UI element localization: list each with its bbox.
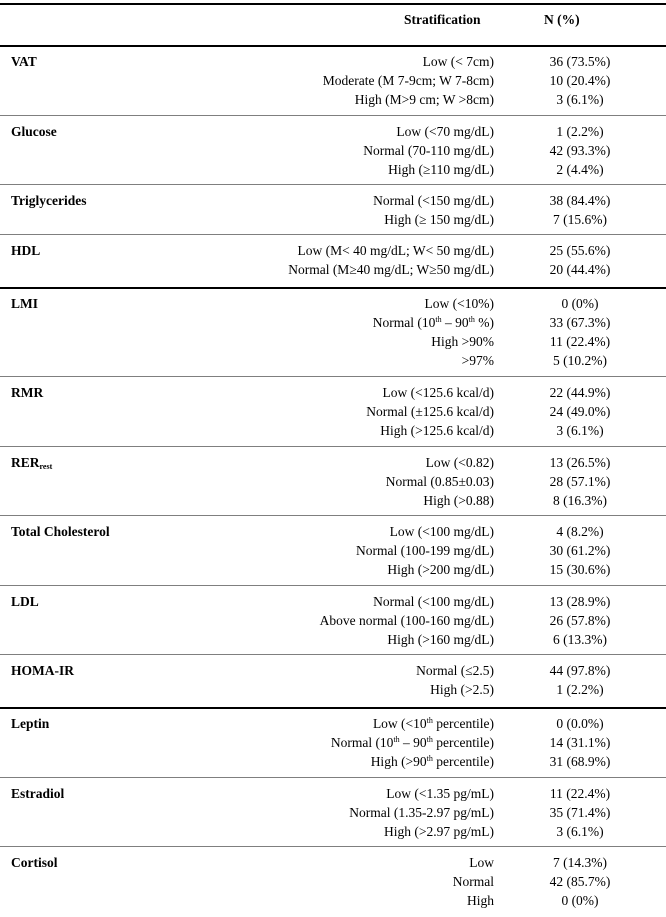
- n-percent-cell: 0 (0.0%): [556, 716, 604, 731]
- table-row: [0, 522, 666, 541]
- group-name-text: Total Cholesterol: [11, 524, 110, 539]
- stratification-cell: Normal (<100 mg/dL): [373, 594, 494, 609]
- table-row: [0, 752, 666, 771]
- stratification-cell: Low (<100 mg/dL): [389, 524, 494, 539]
- stratification-cell: Low (<125.6 kcal/d): [382, 385, 494, 400]
- n-percent-cell: 26 (57.8%): [549, 613, 611, 628]
- n-percent-cell: 8 (16.3%): [553, 493, 607, 508]
- stratification-cell: High: [467, 893, 494, 908]
- table-row: [0, 891, 666, 910]
- table-row: [0, 122, 666, 141]
- superscript: th: [468, 315, 475, 324]
- group-name-text: Estradiol: [11, 786, 65, 801]
- n-percent-cell: 13 (26.5%): [549, 455, 611, 470]
- n-percent-cell: 7 (15.6%): [553, 212, 607, 227]
- text-part: %): [474, 315, 494, 330]
- group-divider-rule: [0, 846, 666, 847]
- n-percent-cell: 42 (85.7%): [549, 874, 611, 889]
- stratification-cell: Normal (70-110 mg/dL): [363, 143, 494, 158]
- group-divider-rule: [0, 115, 666, 116]
- text-part: Normal (10: [330, 735, 394, 750]
- group-divider-rule: [0, 446, 666, 447]
- stratification-cell: Low (M< 40 mg/dL; W< 50 mg/dL): [297, 243, 494, 258]
- superscript: th: [426, 754, 433, 763]
- stratification-cell: Normal (±125.6 kcal/d): [366, 404, 494, 419]
- n-percent-cell: 7 (14.3%): [553, 855, 607, 870]
- table-row: [0, 90, 666, 109]
- n-percent-cell: 11 (22.4%): [549, 334, 611, 349]
- n-percent-cell: 31 (68.9%): [549, 754, 611, 769]
- n-percent-cell: 35 (71.4%): [549, 805, 611, 820]
- table-row: [0, 661, 666, 680]
- table-row: [0, 294, 666, 313]
- stratification-cell: High (>125.6 kcal/d): [380, 423, 494, 438]
- n-percent-cell: 13 (28.9%): [549, 594, 611, 609]
- stratification-cell: High (M>9 cm; W >8cm): [354, 92, 494, 107]
- table-row: [0, 52, 666, 71]
- table-row: [0, 421, 666, 440]
- text-part: Normal (10: [372, 315, 436, 330]
- n-percent-cell: 24 (49.0%): [549, 404, 611, 419]
- table-row: [0, 733, 666, 752]
- n-percent-cell: 14 (31.1%): [549, 735, 611, 750]
- n-percent-cell: 1 (2.2%): [556, 682, 604, 697]
- n-percent-cell: 42 (93.3%): [549, 143, 611, 158]
- stratification-cell: High (≥ 150 mg/dL): [384, 212, 494, 227]
- table-row: [0, 71, 666, 90]
- stratification-cell: >97%: [461, 353, 494, 368]
- group-name-text: HDL: [11, 243, 41, 258]
- stratification-cell: Low: [469, 855, 494, 870]
- text-part: percentile): [432, 735, 494, 750]
- text-part: percentile): [432, 754, 494, 769]
- stratification-cell: High (>160 mg/dL): [387, 632, 494, 647]
- stratification-cell: Normal (100-199 mg/dL): [356, 543, 494, 558]
- n-percent-cell: 25 (55.6%): [549, 243, 611, 258]
- table-row: [0, 313, 666, 332]
- table-group: [0, 241, 666, 279]
- group-name-text: HOMA-IR: [11, 663, 74, 678]
- table-group: [0, 522, 666, 579]
- n-percent-cell: 4 (8.2%): [556, 524, 604, 539]
- group-divider-rule: [0, 184, 666, 185]
- n-percent-cell: 10 (20.4%): [549, 73, 611, 88]
- table-group: [0, 52, 666, 109]
- table-group: [0, 853, 666, 910]
- group-name-text: Leptin: [11, 716, 50, 731]
- superscript: th: [393, 735, 400, 744]
- stratification-cell: High (≥110 mg/dL): [388, 162, 494, 177]
- stratification-cell: Normal (M≥40 mg/dL; W≥50 mg/dL): [288, 262, 494, 277]
- stratification-cell: [373, 313, 494, 332]
- table-row: [0, 383, 666, 402]
- n-percent-cell: 33 (67.3%): [549, 315, 611, 330]
- n-percent-cell: 36 (73.5%): [549, 54, 611, 69]
- stratification-cell: Normal (<150 mg/dL): [373, 193, 494, 208]
- text-part: Low (<10: [372, 716, 427, 731]
- table-row: [0, 680, 666, 699]
- n-percent-cell: 5 (10.2%): [553, 353, 607, 368]
- superscript: th: [435, 315, 442, 324]
- table-row: [0, 560, 666, 579]
- table-row: [0, 241, 666, 260]
- stratification-cell: Low (<0.82): [425, 455, 494, 470]
- table-row: [0, 453, 666, 472]
- stratification-cell: Low (<1.35 pg/mL): [386, 786, 494, 801]
- n-percent-cell: 3 (6.1%): [556, 824, 604, 839]
- table-row: [0, 160, 666, 179]
- table-row: [0, 853, 666, 872]
- header-bottom-rule: [0, 45, 666, 47]
- table-row: [0, 260, 666, 279]
- n-percent-cell: 44 (97.8%): [549, 663, 611, 678]
- group-name-text: RER: [11, 455, 40, 470]
- n-percent-cell: 22 (44.9%): [549, 385, 611, 400]
- group-divider-rule: [0, 707, 666, 709]
- stratification-cell: Normal: [452, 874, 494, 889]
- table-group: [0, 453, 666, 510]
- group-divider-rule: [0, 376, 666, 377]
- group-name-text: Cortisol: [11, 855, 58, 870]
- stratification-cell: Low (<10%): [424, 296, 494, 311]
- header-stratification: Stratification: [404, 12, 481, 27]
- stratification-cell: Normal (0.85±0.03): [385, 474, 494, 489]
- superscript: th: [426, 716, 433, 725]
- text-part: High (>90: [370, 754, 427, 769]
- group-divider-rule: [0, 654, 666, 655]
- n-percent-cell: 6 (13.3%): [553, 632, 607, 647]
- n-percent-cell: 15 (30.6%): [549, 562, 611, 577]
- table-row: [0, 611, 666, 630]
- group-divider-rule: [0, 585, 666, 586]
- group-name-text: Triglycerides: [11, 193, 87, 208]
- table-row: [0, 822, 666, 841]
- group-name-text: Glucose: [11, 124, 57, 139]
- table-top-rule: [0, 3, 666, 5]
- n-percent-cell: 3 (6.1%): [556, 423, 604, 438]
- group-name-text: LDL: [11, 594, 39, 609]
- header-n-percent: N (%): [544, 12, 580, 27]
- table-row: [0, 332, 666, 351]
- stratification-cell: High (>2.97 pg/mL): [384, 824, 494, 839]
- stratification-cell: High (>0.88): [423, 493, 494, 508]
- table-group: [0, 784, 666, 841]
- group-name-text: LMI: [11, 296, 38, 311]
- superscript: th: [426, 735, 433, 744]
- stratification-cell: [371, 752, 494, 771]
- table-row: [0, 541, 666, 560]
- stratification-cell: Moderate (M 7-9cm; W 7-8cm): [322, 73, 494, 88]
- text-part: – 90: [441, 315, 469, 330]
- n-percent-cell: 20 (44.4%): [549, 262, 611, 277]
- stratification-cell: Low (<70 mg/dL): [396, 124, 494, 139]
- table-row: [0, 714, 666, 733]
- n-percent-cell: 28 (57.1%): [549, 474, 611, 489]
- table-group: [0, 294, 666, 370]
- table-row: [0, 210, 666, 229]
- table-row: [0, 630, 666, 649]
- table-row: [0, 472, 666, 491]
- n-percent-cell: 0 (0%): [561, 296, 599, 311]
- n-percent-cell: 2 (4.4%): [556, 162, 604, 177]
- table-group: [0, 592, 666, 649]
- table-row: [0, 784, 666, 803]
- text-part: – 90: [399, 735, 427, 750]
- group-divider-rule: [0, 515, 666, 516]
- group-name-text: VAT: [11, 54, 37, 69]
- n-percent-cell: 30 (61.2%): [549, 543, 611, 558]
- table-row: [0, 141, 666, 160]
- table-row: [0, 803, 666, 822]
- table-group: [0, 714, 666, 771]
- table-row: [0, 351, 666, 370]
- text-part: percentile): [432, 716, 494, 731]
- stratification-cell: Low (< 7cm): [422, 54, 494, 69]
- table-row: [0, 592, 666, 611]
- n-percent-cell: 11 (22.4%): [549, 786, 611, 801]
- n-percent-cell: 1 (2.2%): [556, 124, 604, 139]
- n-percent-cell: 38 (84.4%): [549, 193, 611, 208]
- group-name-subscript: rest: [39, 462, 53, 471]
- table-row: [0, 872, 666, 891]
- stratification-cell: Above normal (100-160 mg/dL): [319, 613, 494, 628]
- table-group: [0, 383, 666, 440]
- stratification-cell: High (>2.5): [430, 682, 494, 697]
- stratification-cell: Normal (1.35-2.97 pg/mL): [349, 805, 494, 820]
- group-divider-rule: [0, 777, 666, 778]
- table-row: [0, 191, 666, 210]
- n-percent-cell: 3 (6.1%): [556, 92, 604, 107]
- group-name-text: RMR: [11, 385, 44, 400]
- table-group: [0, 122, 666, 179]
- group-divider-rule: [0, 287, 666, 289]
- table-group: [0, 191, 666, 229]
- table-row: [0, 402, 666, 421]
- stratification-cell: [331, 733, 494, 752]
- table-group: [0, 661, 666, 699]
- stratification-cell: High (>200 mg/dL): [387, 562, 494, 577]
- group-divider-rule: [0, 234, 666, 235]
- table-row: [0, 491, 666, 510]
- stratification-cell: High >90%: [431, 334, 494, 349]
- n-percent-cell: 0 (0%): [561, 893, 599, 908]
- stratification-cell: Normal (≤2.5): [416, 663, 494, 678]
- stratification-cell: [373, 714, 494, 733]
